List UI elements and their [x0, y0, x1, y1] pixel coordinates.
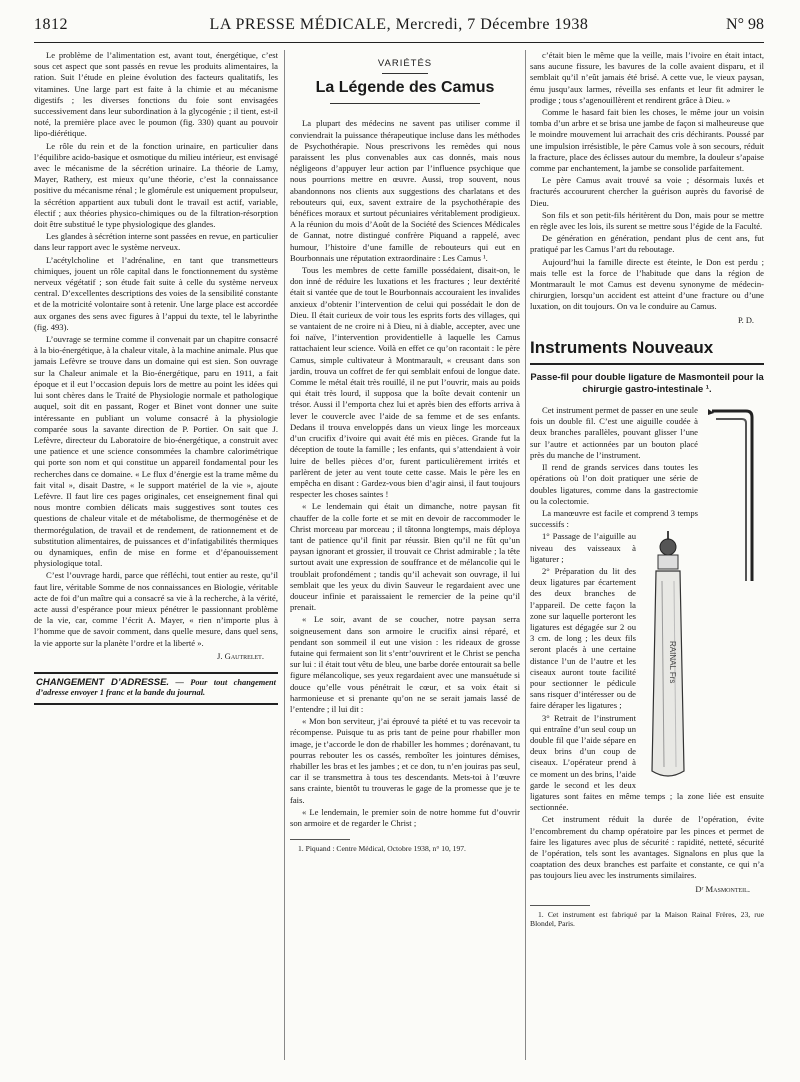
column-divider [525, 50, 526, 1060]
section-title: Instruments Nouveaux [530, 337, 714, 357]
author-signature: J. Gautrelet. [217, 650, 264, 661]
paragraph: Le problème de l’alimentation est, avant tout, énergétique, c’est sous cet aspect que sont passés en revue les produits alimentaires, la ration. Suit l’étude en pleine évolution des facteurs qualitatifs, les vitamines. Une large part est faite à la chimie et au mécanisme digestifs ; les diverses fonctions du foie sont envisagées successivement dans leur subordination à la glycogénie ; il tient, est-il noté, la première place avec le poumon (fig. 330) quant au pouvoir lipo-diérétique. [34, 50, 278, 139]
paragraph: « Mon bon serviteur, j’ai éprouvé ta piété et tu vas recevoir ta récompense. Puisque tu as pris tant de peine pour rhabiller mon image, je t’accorde le don de rhabiller les hommes ; dorénavant, tu pourras rebouter les os cassés, remboîter les jointures démises, rhabiller les bras et les jambes ; et ce don, tu n’en jouiras pas seul, car il se transmettra à tous tes descendants. Mets-toi à l’œuvre sans crainte, bientôt tu trouveras le gage de la promesse que je te fais. [290, 716, 520, 805]
paragraph: L’ouvrage se termine comme il convenait par un chapitre consacré à la bio-énergétique, à la chaleur vitale, à la machine animale. Plus que jamais Lefèvre se trouve dans un domaine qui est sien. Son ouvrage sur la Chaleur animale et la Bio-énergétique, paru en 1911, a fait époque et il eut l’occasion depuis lors de mettre au point les idées qui lui sont chères dans le Traité de Physiologie normale et pathologique auquel, soit dit en passant, Roger et Binet vont donner une suite intéressante en publiant un volume consacré à la physiologie comparée sous la savante direction de P. Portier. On sait que J. Lefèvre, directeur du Laboratoire de bio-énergétique, a construit avec une patience et une science consommées la chambre calorimétrique qui porte son nom et qui constitue un appareil fondamental pour les recherches dans ce domaine. « Le flux d’énergie est la trame même du fait vital », disait Dastre, « le support matériel de la vie », ajoute Lefèvre. Il faut lire ces pages originales, cet enseignement final qui nous montre combien délicats mais suggestives sont toutes ces questions de chaleur vitale et de métabolisme, de thermogénèse et de thermorégulation, de travail et de rendement, de rationnement et de substitution alimentaires, de puissances et d’infatigabilités thermiques ou dynamiques, enfin de mise en forme et d’épanouissement physiologique total. [34, 334, 278, 569]
title-rule [330, 103, 480, 104]
paragraph: Les glandes à sécrétion interne sont passées en revue, en particulier dans leur rapport avec le système nerveux. [34, 231, 278, 253]
rubric-rule [382, 73, 428, 74]
footnote-rule [530, 905, 590, 906]
paragraph: L’acétylcholine et l’adrénaline, en tant que transmetteurs chimiques, jouent un rôle capital dans le fonctionnement du système nerveux végétatif ; son étude fait suite à celle du système nerveux central. D’excellentes descriptions des voies de la sensibilité constante et de la motricité volontaire sont à retenir. Une large place est accordée aux organes des sens avec figures à l’appui du texte, tel le labyrinthe (fig. 493). [34, 254, 278, 332]
notice-text: — Pour tout changement d’adresse envoyer 1 franc et la bande du journal. [36, 677, 277, 698]
paragraph: « Le lendemain, le premier soin de notre homme fut d’ouvrir son armoire et de regarder le Christ ; [290, 806, 520, 828]
paragraph: De génération en génération, pendant plus de cent ans, fut pratiqué par les Camus l’art du reboutage. [530, 233, 764, 255]
paragraph: Cet instrument permet de passer en une seule fois un double fil. C’est une aiguille coudée à deux branches parallèles, pouvant glisser l’une sur l’autre et actionnées par un bouton placé près du manche de l’instrument. [530, 405, 698, 460]
column-divider [284, 50, 285, 1060]
footnote: 1. Cet instrument est fabriqué par la Maison Rainal Frères, 23, rue Blondel, Paris. [530, 909, 764, 929]
paragraph: La manœuvre est facile et comprend 3 temps successifs : [530, 507, 698, 530]
paragraph: Aujourd’hui la famille directe est éteinte, le Don est perdu ; mais telle est la force de l’habitude que dans la région de Montmarault le mot Camus est devenu synonyme de médecin-chirurgien, lorsqu’un accident est atteint d’une fracture ou d’une luxation, on dit toujours. On va le conduire au Camus. [530, 256, 764, 312]
section-rule [530, 363, 764, 365]
publication-line: LA PRESSE MÉDICALE, Mercredi, 7 Décembre 1938 [209, 16, 589, 33]
paragraph: Il rend de grands services dans toutes les opérations où l’on doit pratiquer une série de doubles ligatures, comme dans la gastrectomie ou la colectomie. [530, 462, 698, 506]
paragraph: Tous les membres de cette famille possédaient, disait-on, le don inné de réduire les luxations et les fractures ; leur dextérité était si vantée que de tout le Bourbonnais accouraient les invalides anxieux d’obtenir l’intervention de celui qui possédait le don de Dieu. Il était curieux de voir tous les esprits forts des villages, qui se vantaient de ne croire ni à Dieu, ni à diable, accepter, avec une foi naïve, l’intervention providentielle à laquelle les Camus rattachaient leur science. Voilà en effet ce qu’on racontait : le père Camus, simple cultivateur à Montmarault, « creusant dans son jardin, trouva un coffret de fer qui semblait enfoui de longue date. Comme le métal était très rouillé, il ne put l’ouvrir, mais au poids qui était très lourd, il supposa que la boîte devait contenir un trésor. Aussi il l’emporta chez lui et après bien des efforts arriva à lever le couvercle avec l’aide de sa femme et de ses enfants. Dedans il trouva enveloppés dans un vieux linge les morceaux d’un crucifix d’ivoire qui avait été mis en pièces. Grande fut la déception de toute la famille ; les enfants, qui s’attendaient à voir luire de belles pièces d’or, furent particulièrement irrités et parlèrent de jeter au vent toute cette casse. Mais le père les en empêcha en disant : Gardez-vous bien d’agir ainsi, il faut toujours respecter les choses saintes ! [290, 265, 520, 500]
paragraph: Le père Camus avait trouvé sa voie ; désormais luxés et fracturés accoururent chercher la guérison auprès du favorisé de Dieu. [530, 175, 764, 208]
change-of-address-notice [34, 672, 278, 705]
engraved-maker-mark: RAINAL Frs [668, 641, 677, 684]
issue-number: N° 98 [726, 16, 764, 33]
author-initials: P. D. [737, 315, 754, 325]
instrument-subtitle: Passe-fil pour double ligature de Masmonteil pour la chirurgie gastro-intestinale ¹. [530, 371, 764, 395]
footnote-rule [290, 839, 350, 840]
paragraph: « Le soir, avant de se coucher, notre paysan serra soigneusement dans son armoire le crucifix ainsi réparé, et pendant son sommeil il eut une vision : les rideaux de grosse futaine qui fermaient son lit s’entr’ouvrirent et le Christ se pencha sur lui : il était tout vêtu de bleu, une barbe dorée entourait sa belle figure mélancolique, ses yeux regardaient avec une mansuétude si douce qu’elle vous pénétrait le cœur, et sa voix était si harmonieuse et si prenante qu’on ne se serait jamais lassé de l’entendre ; il lui dit : [290, 614, 520, 714]
column-right [530, 50, 764, 929]
paragraph: 1° Passage de l’aiguille au niveau des vaisseaux à ligaturer ; [530, 531, 636, 564]
needle-illustration [702, 405, 764, 585]
paragraph: c’était bien le même que la veille, mais l’ivoire en était intact, sans aucune fissure, les bavures de la colle avaient disparu, et il semblait qu’il n’eût jamais été brisé. A cette vue, le vieux paysan, ému jusqu’aux larmes, réveilla ses enfants et leur fit admirer le prodige ; tous s’agenouillèrent et rendirent grâce à Dieu. » [530, 50, 764, 105]
column-middle [290, 50, 520, 854]
section-rubric: VARIÉTÉS [377, 58, 433, 69]
column-left [34, 50, 278, 705]
handle-illustration [640, 531, 698, 781]
paragraph: Comme le hasard fait bien les choses, le même jour un voisin tomba d’un arbre et se brisa une jambe de façon si malheureuse que le moindre mouvement lui arrachait des cris déchirants. Poussé par une impulsion irrésistible, le père Camus vole à son secours, réduit la fracture, place des éclisses autour du membre, la douleur s’apaise comme par enchantement, la jambe se consolide parfaitement. [530, 107, 764, 174]
footnote: 1. Piquand : Centre Médical, Octobre 1938, n° 10, 197. [298, 844, 466, 854]
paragraph: 3° Retrait de l’instrument qui entraîne d’un seul coup un double fil que l’aide sépare en deux brins d’un coup de ciseaux. L’opérateur prend à ce moment un des brins, l’aide garde le second et les deux ligatures sont faites en même temps ; la zone liée est ensuite sectionnée. [530, 712, 764, 813]
author-signature: Dʳ Masmonteil. [695, 883, 750, 894]
notice-title: CHANGEMENT D’ADRESSE. [36, 676, 170, 688]
instrument-handle-image [640, 531, 698, 781]
paragraph: Le rôle du rein et de la fonction urinaire, en particulier dans l’équilibre acido-basique et osmotique du milieu intérieur, est envisagé avec le mécanisme de la sécrétion urinaire. La théorie de Lamy, Mayer, Rathery, est mieux qu’une théorie, c’est la connaissance positive du mécanisme rénal ; le glomérule est uniquement propulseur, la sécrétion appartient aux tubuli dont le travail est actif, variable, électif ; aux théories physico-chimiques ou de la filtration-résorption doit être substitué le type physiologique des glandes. [34, 140, 278, 230]
masthead [34, 14, 764, 43]
double-needle-image [702, 405, 764, 585]
paragraph: La plupart des médecins ne savent pas utiliser comme il conviendrait la puissance thérapeutique incluse dans les méthodes de Psychothérapie. Nous prescrivons les remèdes qui nous paraissent les plus convenables aux cas donnés, mais nous négligeons d’appuyer leur action par l’influence psychique que nous pourrions mettre en œuvre. Aussi, trop souvent, nous abandonnons nos clients aux suggestions des charlatans et des rebouteurs qui, eux, savent extraire de la psychothérapie des bénéfices moraux et surtout pécuniaires véritablement prodigieux. A la réunion du mois d’Août de la Société des Sciences Médicales de Gannat, notre distingué confrère Piquand a rappelé, avec humour, l’histoire d’une famille de rebouteurs qui eut en Bourbonnais une réputation extraordinaire : Les Camus ¹. [290, 118, 520, 263]
page-number: 1812 [34, 16, 68, 33]
paragraph: C’est l’ouvrage hardi, parce que réfléchi, tout entier au reste, qu’il faut lire, véritable Somme de nos connaissances en Biologie, véritable acte de foi d’un maître qui a consacré sa vie à la recherche, à la vérité, acte aussi d’espérance pour mieux pénétrer le passionnant problème de la vie, car, comme l’écrit A. Mayer, « rien n’importe plus à l’homme que de savoir comment, dans quelle mesure, dans quel sens, la vie apporte sur la planète l’ordre et la liberté ». [34, 570, 278, 648]
paragraph: Cet instrument réduit la durée de l’opération, évite l’encombrement du champ opératoire par les pinces et permet de faire les ligatures avec plus de sécurité : rapidité, netteté, sécurité de l’opération, tels sont les avantages. Signalons en plus que la coaptation des deux branches est parfaite et constante, ce qui n’a pas toujours lieu avec les instruments similaires. [530, 814, 764, 881]
paragraph: « Le lendemain qui était un dimanche, notre paysan fit chauffer de la colle forte et se mit en devoir de raccommoder le Christ morceau par morceau ; il tâtonna longtemps, mais déploya tant de patience qu’il finit par réussir. Bien qu’il ne fût qu’un paysan ignorant et grossier, il trouvait ce Christ admirable ; la tête surtout avait une expression de souffrance et de mélancolie qui le troublait profondément ; tandis qu’il achevait son ouvrage, il lui semblait que les yeux du divin Sauveur le regardaient avec une douceur infinie et paraissaient le remercier de la peine qu’il prenait. [290, 501, 520, 613]
article-title: La Légende des Camus [315, 79, 495, 97]
paragraph: Son fils et son petit-fils héritèrent du Don, mais pour se mettre en règle avec les lois, ils surent se mettre sous l’égide de la Faculté. [530, 209, 764, 232]
paragraph: 2° Préparation du lit des deux ligatures par écartement des deux branches de l’appareil. De cette façon la zone sur laquelle porteront les ligatures est dégagée sur 2 ou 3 cm. de long ; les deux fils seront placés à une certaine distance l’un de l’autre et les ciseaux auront toute facilité pour sectionner le pédicule sans risquer d’intéresser ou de faire déraper les ligatures ; [530, 565, 636, 711]
